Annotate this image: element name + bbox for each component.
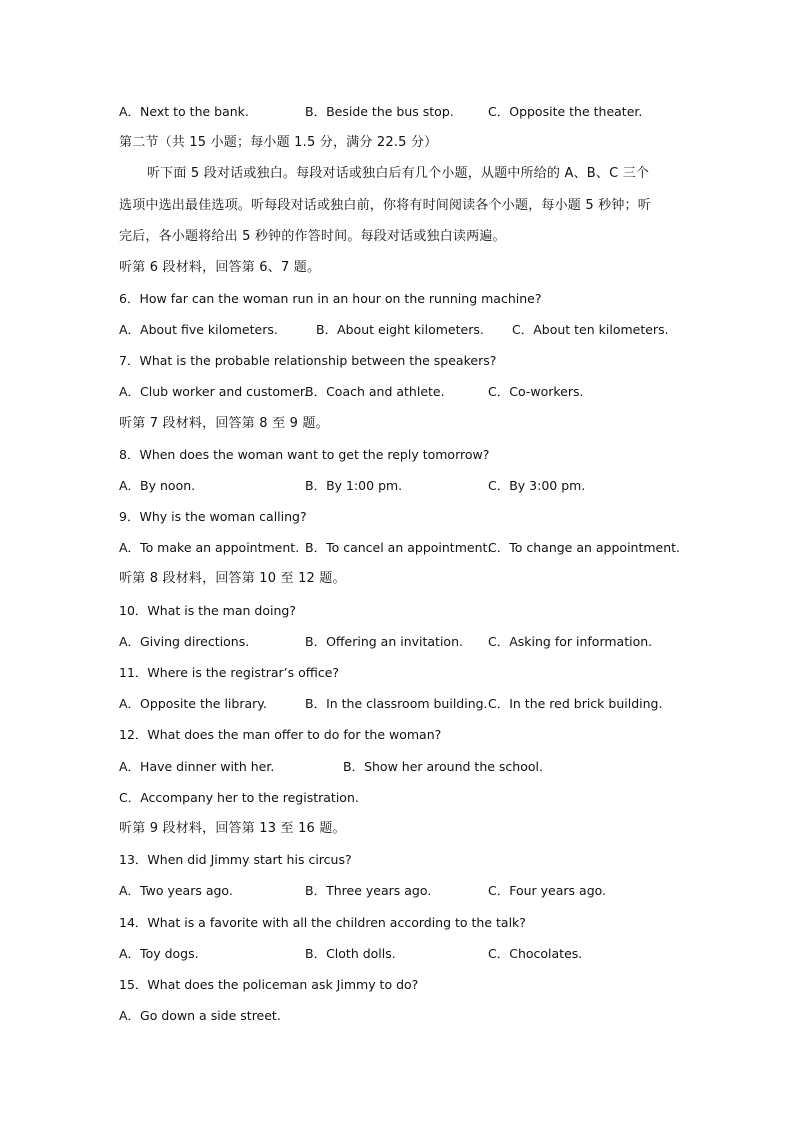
q5-option-c: C．Opposite the theater. [488,104,643,119]
q9-option-a: A．To make an appointment. [119,540,300,555]
q15-option-a: A．Go down a side street. [119,1008,281,1023]
q5-option-b: B．Beside the bus stop. [305,104,454,119]
q5-option-a: A．Next to the bank. [119,104,249,119]
q9-option-b: B．To cancel an appointment. [305,540,492,555]
q6-stem: 6．How far can the woman run in an hour on the running machine? [119,291,542,306]
q9-stem: 9．Why is the woman calling? [119,509,307,524]
q7-option-c: C．Co-workers. [488,384,584,399]
q11-stem: 11．Where is the registrar’s office? [119,665,340,680]
q14-option-b: B．Cloth dolls. [305,946,396,961]
q10-option-a: A．Giving directions. [119,634,250,649]
q11-option-c: C．In the red brick building. [488,696,663,711]
q13-option-a: A．Two years ago. [119,883,233,898]
instruction-line-2: 选项中选出最佳选项。听每段对话或独白前，你将有时间阅读各个小题，每小题 5 秒钟；听 [119,198,651,213]
q7-option-a: A．Club worker and customer. [119,384,308,399]
q8-option-a: A．By noon. [119,478,196,493]
q6-option-c: C．About ten kilometers. [512,322,669,337]
q8-stem: 8．When does the woman want to get the reply tomorrow? [119,447,490,462]
q12-option-a: A．Have dinner with her. [119,759,275,774]
q10-stem: 10．What is the man doing? [119,603,296,618]
material-7-heading: 听第 7 段材料，回答第 8 至 9 题。 [119,416,329,431]
q9-option-c: C．To change an appointment. [488,540,681,555]
q11-option-a: A．Opposite the library. [119,696,267,711]
q10-option-b: B．Offering an invitation. [305,634,463,649]
section-header: 第二节（共 15 小题；每小题 1.5 分，满分 22.5 分） [119,135,438,150]
q13-option-c: C．Four years ago. [488,883,607,898]
instruction-line-1: 听下面 5 段对话或独白。每段对话或独白后有几个小题，从题中所给的 A、B、C 三个 [147,166,650,181]
q7-option-b: B．Coach and athlete. [305,384,445,399]
q8-option-b: B．By 1:00 pm. [305,478,403,493]
q6-option-b: B．About eight kilometers. [316,322,484,337]
q8-option-c: C．By 3:00 pm. [488,478,586,493]
q11-option-b: B．In the classroom building. [305,696,488,711]
q6-option-a: A．About five kilometers. [119,322,278,337]
instruction-line-3: 完后，各小题将给出 5 秒钟的作答时间。每段对话或独白读两遍。 [119,229,506,244]
q12-option-c: C．Accompany her to the registration. [119,790,359,805]
material-6-heading: 听第 6 段材料，回答第 6、7 题。 [119,260,321,275]
q15-stem: 15．What does the policeman ask Jimmy to do? [119,977,419,992]
material-9-heading: 听第 9 段材料，回答第 13 至 16 题。 [119,821,346,836]
q10-option-c: C．Asking for information. [488,634,653,649]
q12-option-b: B．Show her around the school. [343,759,543,774]
q14-stem: 14．What is a favorite with all the children according to the talk? [119,915,526,930]
q14-option-a: A．Toy dogs. [119,946,199,961]
q13-stem: 13．When did Jimmy start his circus? [119,852,352,867]
material-8-heading: 听第 8 段材料，回答第 10 至 12 题。 [119,571,346,586]
q13-option-b: B．Three years ago. [305,883,432,898]
q7-stem: 7．What is the probable relationship between the speakers? [119,353,497,368]
q14-option-c: C．Chocolates. [488,946,583,961]
q12-stem: 12．What does the man offer to do for the woman? [119,727,442,742]
